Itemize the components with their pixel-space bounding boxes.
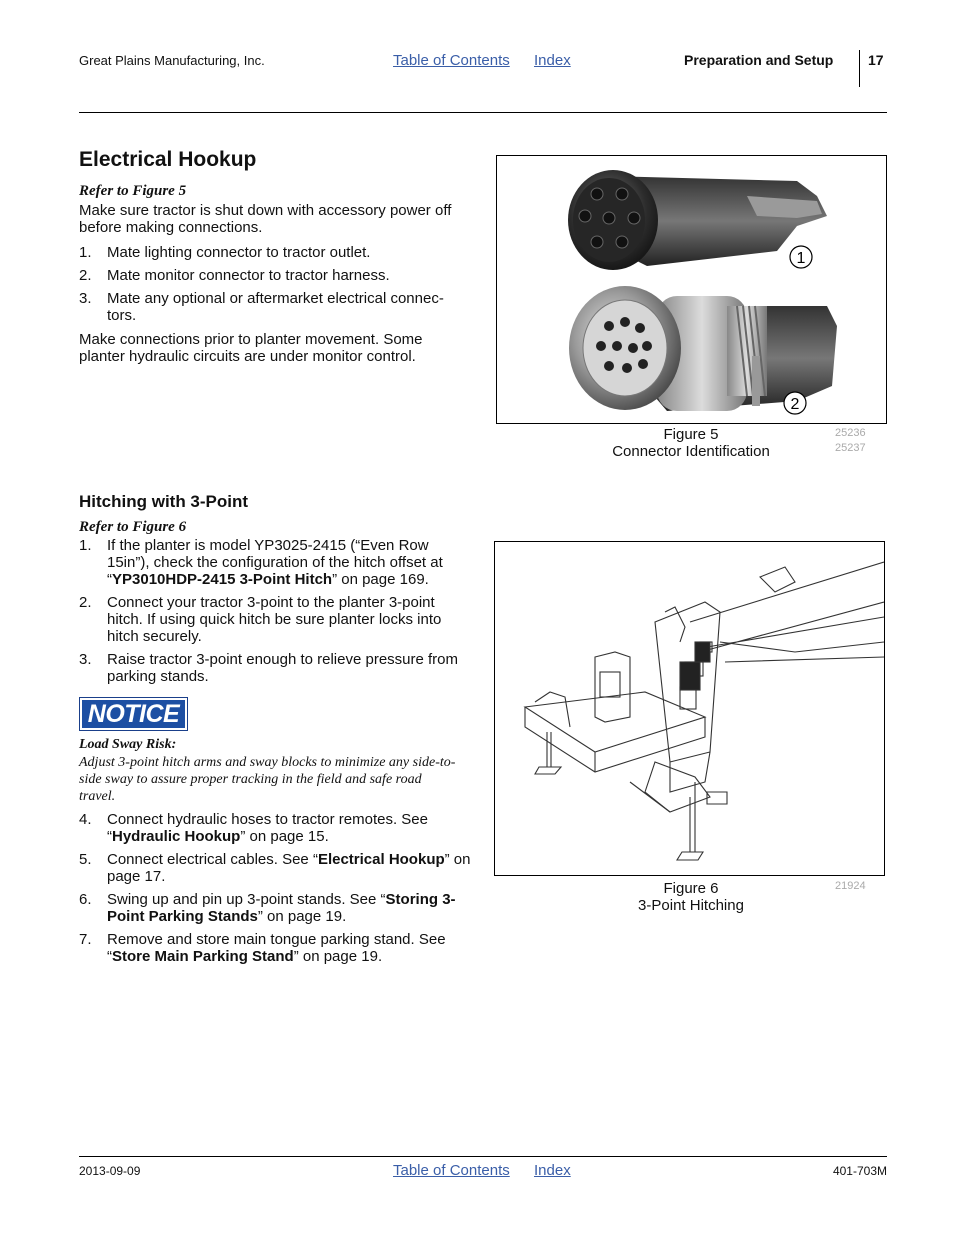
list-item: 2. Mate monitor connector to tractor harness. [79, 267, 390, 284]
electrical-refer: Refer to Figure 5 [79, 183, 187, 199]
list-item: 1. If the planter is model YP3025-2415 (“Even Row 15in”), check the configuration of the hitch offset at “YP3010HDP-2415 3-Point Hitch” on page 169. [79, 537, 443, 588]
hitching-refer: Refer to Figure 6 [79, 519, 187, 535]
footer-doc-number: 401-703M [832, 1164, 887, 1178]
figure5-caption [560, 426, 822, 460]
figure5-image [496, 155, 887, 424]
footer-toc-link[interactable]: Table of Contents [393, 1162, 510, 1179]
header-rule [79, 112, 887, 113]
notice-title: Load Sway Risk: [79, 737, 177, 752]
figure6-label: Figure 6 [663, 880, 719, 897]
footer-date: 2013-09-09 [79, 1164, 141, 1178]
list-item: 6. Swing up and pin up 3-point stands. See “Storing 3-Point Parking Stands” on page 19. [79, 891, 456, 925]
figure6-image-number: 21924 [835, 880, 866, 892]
callout-1: 1 [796, 250, 806, 267]
header-company: Great Plains Manufacturing, Inc. [79, 53, 265, 68]
electrical-closing: Make connections prior to planter movement. Some planter hydraulic circuits are under monitor control. [79, 331, 423, 365]
connector-photo [497, 156, 886, 423]
page-number: 17 [868, 52, 884, 68]
header-section-title: Preparation and Setup [684, 52, 834, 68]
header-divider [859, 50, 860, 87]
figure5-title: Connector Identification [612, 443, 770, 460]
electrical-heading: Electrical Hookup [79, 148, 257, 171]
electrical-steps [79, 244, 471, 324]
hitch-drawing [495, 542, 884, 875]
figure5-label: Figure 5 [663, 426, 719, 443]
figure6-title: 3-Point Hitching [638, 897, 744, 914]
list-item: 4. Connect hydraulic hoses to tractor remotes. See “Hydraulic Hookup” on page 15. [79, 811, 428, 845]
storing-stands-ref[interactable]: Storing 3-Point Parking Stands [107, 891, 456, 925]
list-item: 7. Remove and store main tongue parking stand. See “Store Main Parking Stand” on page 19. [79, 931, 446, 965]
list-item: 5. Connect electrical cables. See “Electrical Hookup” on page 17. [79, 851, 471, 885]
notice-text: Adjust 3-point hitch arms and sway blocks to minimize any side-to-side sway to assure proper tracking in the field and safe road travel. [79, 755, 456, 804]
figure6-caption [560, 880, 822, 914]
header-toc-link[interactable]: Table of Contents [393, 52, 510, 69]
electrical-hookup-ref[interactable]: Electrical Hookup [317, 851, 445, 868]
store-main-stand-ref[interactable]: Store Main Parking Stand [112, 948, 294, 965]
callout-2: 2 [790, 396, 800, 413]
hitching-steps-b [79, 811, 471, 965]
figure6-image [494, 541, 885, 876]
header-index-link[interactable]: Index [534, 52, 571, 69]
list-item: 3. Mate any optional or aftermarket electrical connec-tors. [79, 290, 444, 324]
list-item: 1. Mate lighting connector to tractor outlet. [79, 244, 371, 261]
hitching-steps-a [79, 537, 471, 685]
hitching-heading: Hitching with 3-Point [79, 492, 249, 511]
list-item: 2. Connect your tractor 3-point to the planter 3-point hitch. If using quick hitch be sure planter locks into hitch securely. [79, 594, 442, 645]
figure5-image-numbers: 25236 25237 [835, 427, 866, 454]
hydraulic-hookup-ref[interactable]: Hydraulic Hookup [112, 828, 241, 845]
electrical-intro: Make sure tractor is shut down with accessory power off before making connections. [79, 202, 452, 236]
hitch-ref[interactable]: YP3010HDP-2415 3-Point Hitch [112, 571, 333, 588]
notice-badge: NOTICE [79, 697, 188, 731]
footer-index-link[interactable]: Index [534, 1162, 571, 1179]
list-item: 3. Raise tractor 3-point enough to relieve pressure from parking stands. [79, 651, 459, 685]
footer-rule [79, 1156, 887, 1157]
